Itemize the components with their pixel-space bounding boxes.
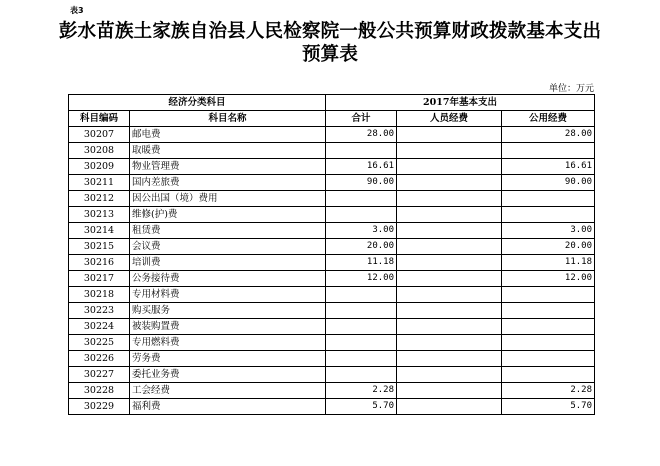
cell-public bbox=[502, 367, 595, 383]
cell-code: 30212 bbox=[69, 191, 130, 207]
cell-total: 90.00 bbox=[326, 175, 397, 191]
cell-total: 11.18 bbox=[326, 255, 397, 271]
cell-code: 30215 bbox=[69, 239, 130, 255]
cell-personnel bbox=[397, 287, 502, 303]
cell-code: 30228 bbox=[69, 383, 130, 399]
cell-name: 培训费 bbox=[130, 255, 326, 271]
table-row bbox=[69, 143, 595, 159]
cell-total bbox=[326, 367, 397, 383]
table-row bbox=[69, 351, 595, 367]
cell-public bbox=[502, 191, 595, 207]
cell-code: 30225 bbox=[69, 335, 130, 351]
table-row bbox=[69, 383, 595, 399]
cell-personnel bbox=[397, 239, 502, 255]
cell-total bbox=[326, 319, 397, 335]
cell-name: 会议费 bbox=[130, 239, 326, 255]
cell-public: 20.00 bbox=[502, 239, 595, 255]
table-row bbox=[69, 335, 595, 351]
cell-code: 30207 bbox=[69, 127, 130, 143]
cell-personnel bbox=[397, 175, 502, 191]
cell-name: 国内差旅费 bbox=[130, 175, 326, 191]
cell-public bbox=[502, 351, 595, 367]
cell-code: 30224 bbox=[69, 319, 130, 335]
cell-total: 12.00 bbox=[326, 271, 397, 287]
cell-personnel bbox=[397, 223, 502, 239]
cell-public bbox=[502, 287, 595, 303]
cell-personnel bbox=[397, 271, 502, 287]
cell-total bbox=[326, 351, 397, 367]
cell-code: 30218 bbox=[69, 287, 130, 303]
cell-code: 30229 bbox=[69, 399, 130, 415]
unit-label: 单位：万元 bbox=[548, 84, 594, 94]
header-basic-expenditure: 2017年基本支出 bbox=[326, 95, 595, 111]
table-body bbox=[69, 95, 595, 415]
header-row-columns bbox=[69, 111, 595, 127]
header-total: 合计 bbox=[326, 111, 397, 127]
cell-code: 30208 bbox=[69, 143, 130, 159]
table-row bbox=[69, 191, 595, 207]
cell-code: 30227 bbox=[69, 367, 130, 383]
cell-name: 专用材料费 bbox=[130, 287, 326, 303]
cell-total bbox=[326, 207, 397, 223]
header-personnel: 人员经费 bbox=[397, 111, 502, 127]
header-code: 科目编码 bbox=[69, 111, 130, 127]
cell-public: 5.70 bbox=[502, 399, 595, 415]
table-row bbox=[69, 319, 595, 335]
cell-personnel bbox=[397, 127, 502, 143]
table-row bbox=[69, 255, 595, 271]
cell-personnel bbox=[397, 191, 502, 207]
table-row bbox=[69, 303, 595, 319]
cell-public bbox=[502, 319, 595, 335]
cell-name: 福利费 bbox=[130, 399, 326, 415]
cell-name: 邮电费 bbox=[130, 127, 326, 143]
cell-name: 委托业务费 bbox=[130, 367, 326, 383]
cell-total: 16.61 bbox=[326, 159, 397, 175]
cell-public: 3.00 bbox=[502, 223, 595, 239]
cell-code: 30216 bbox=[69, 255, 130, 271]
cell-total bbox=[326, 303, 397, 319]
cell-total: 5.70 bbox=[326, 399, 397, 415]
budget-table bbox=[68, 94, 595, 415]
table-row bbox=[69, 175, 595, 191]
cell-code: 30209 bbox=[69, 159, 130, 175]
cell-name: 因公出国（境）费用 bbox=[130, 191, 326, 207]
header-name: 科目名称 bbox=[130, 111, 326, 127]
cell-total bbox=[326, 143, 397, 159]
cell-total: 3.00 bbox=[326, 223, 397, 239]
cell-name: 被装购置费 bbox=[130, 319, 326, 335]
table-row bbox=[69, 287, 595, 303]
cell-code: 30226 bbox=[69, 351, 130, 367]
table-row bbox=[69, 207, 595, 223]
cell-personnel bbox=[397, 207, 502, 223]
cell-name: 公务接待费 bbox=[130, 271, 326, 287]
table-row bbox=[69, 367, 595, 383]
cell-total bbox=[326, 191, 397, 207]
cell-name: 工会经费 bbox=[130, 383, 326, 399]
table-row bbox=[69, 271, 595, 287]
cell-total: 28.00 bbox=[326, 127, 397, 143]
cell-total bbox=[326, 287, 397, 303]
table-row bbox=[69, 223, 595, 239]
cell-personnel bbox=[397, 335, 502, 351]
cell-total: 20.00 bbox=[326, 239, 397, 255]
cell-public: 90.00 bbox=[502, 175, 595, 191]
header-row-group bbox=[69, 95, 595, 111]
cell-public bbox=[502, 303, 595, 319]
cell-personnel bbox=[397, 303, 502, 319]
cell-code: 30211 bbox=[69, 175, 130, 191]
cell-public: 16.61 bbox=[502, 159, 595, 175]
cell-name: 专用燃料费 bbox=[130, 335, 326, 351]
cell-public bbox=[502, 335, 595, 351]
table-row bbox=[69, 239, 595, 255]
cell-personnel bbox=[397, 383, 502, 399]
cell-personnel bbox=[397, 319, 502, 335]
table-row bbox=[69, 159, 595, 175]
cell-personnel bbox=[397, 399, 502, 415]
cell-code: 30223 bbox=[69, 303, 130, 319]
cell-personnel bbox=[397, 143, 502, 159]
table-row bbox=[69, 399, 595, 415]
cell-code: 30217 bbox=[69, 271, 130, 287]
cell-name: 租赁费 bbox=[130, 223, 326, 239]
cell-name: 取暖费 bbox=[130, 143, 326, 159]
cell-personnel bbox=[397, 255, 502, 271]
cell-public: 12.00 bbox=[502, 271, 595, 287]
cell-public: 11.18 bbox=[502, 255, 595, 271]
cell-public: 28.00 bbox=[502, 127, 595, 143]
cell-name: 维修(护)费 bbox=[130, 207, 326, 223]
header-public: 公用经费 bbox=[502, 111, 595, 127]
title-line-1: 彭水苗族土家族自治县人民检察院一般公共预算财政拨款基本支出 bbox=[58, 21, 602, 42]
cell-personnel bbox=[397, 159, 502, 175]
cell-code: 30214 bbox=[69, 223, 130, 239]
cell-personnel bbox=[397, 367, 502, 383]
page-title bbox=[0, 20, 660, 66]
doc-tag: 表3 bbox=[70, 6, 84, 15]
cell-name: 物业管理费 bbox=[130, 159, 326, 175]
cell-public bbox=[502, 143, 595, 159]
cell-personnel bbox=[397, 351, 502, 367]
cell-name: 劳务费 bbox=[130, 351, 326, 367]
cell-total bbox=[326, 335, 397, 351]
cell-total: 2.28 bbox=[326, 383, 397, 399]
cell-code: 30213 bbox=[69, 207, 130, 223]
cell-public: 2.28 bbox=[502, 383, 595, 399]
table-row bbox=[69, 127, 595, 143]
cell-name: 购买服务 bbox=[130, 303, 326, 319]
header-economic-category: 经济分类科目 bbox=[69, 95, 326, 111]
title-line-2: 预算表 bbox=[301, 44, 359, 65]
cell-public bbox=[502, 207, 595, 223]
